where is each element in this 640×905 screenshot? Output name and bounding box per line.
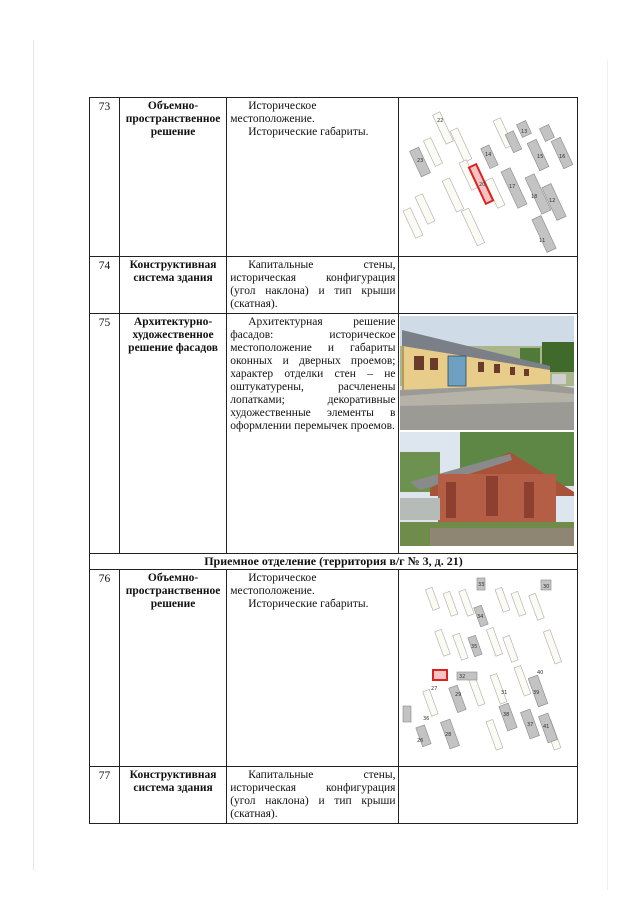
description-paragraph: Историческое местоположение. [230, 572, 317, 597]
svg-text:33: 33 [478, 582, 485, 588]
description-paragraph: Капитальные стены, историческая конфигурация (угол наклона) и тип крыши (скатная). [230, 259, 396, 310]
site-plan-map-2 [399, 570, 575, 766]
row-subject: Объемно-пространственное решение [119, 570, 226, 767]
site-plan-map-1 [399, 98, 575, 256]
description-paragraph: Архитектурная решение фасадов: историческое местоположение и габариты оконных и дверных проемов; характер отделки стен – не оштукатурены, расчленены лопатками; декоративные художественные элементы в оформлении перемычек проемов. [230, 316, 396, 432]
row-number: 77 [90, 767, 120, 824]
description-paragraph: Исторические габариты. [248, 598, 369, 610]
facade-photo-1 [400, 316, 574, 430]
svg-text:28: 28 [445, 732, 452, 738]
svg-text:23: 23 [417, 158, 424, 164]
description-paragraph: Исторические габариты. [248, 126, 369, 138]
svg-text:41: 41 [543, 724, 550, 730]
row-number: 74 [90, 257, 120, 314]
row-description [227, 570, 399, 767]
svg-text:22: 22 [437, 118, 444, 124]
empty-image-cell [399, 257, 578, 314]
table-row [90, 314, 578, 554]
section-title: Приемное отделение (территория в/г № 3, д. 21) [90, 554, 578, 570]
svg-text:38: 38 [503, 712, 510, 718]
section-header-row [90, 554, 578, 570]
svg-text:15: 15 [537, 154, 544, 160]
row-description [227, 314, 399, 554]
empty-image-cell [399, 767, 578, 824]
svg-text:36: 36 [423, 716, 430, 722]
svg-text:35: 35 [471, 644, 478, 650]
svg-text:17: 17 [509, 184, 516, 190]
table-row [90, 767, 578, 824]
scan-edge-left [33, 40, 34, 870]
monument-subject-table [89, 97, 578, 824]
scan-edge-right [607, 60, 608, 890]
svg-text:16: 16 [559, 154, 566, 160]
row-subject: Конструктивная система здания [119, 767, 226, 824]
row-subject: Конструктивная система здания [119, 257, 226, 314]
row-number: 73 [90, 98, 120, 257]
svg-text:29: 29 [455, 692, 462, 698]
svg-text:12: 12 [549, 198, 556, 204]
table-row [90, 257, 578, 314]
svg-text:34: 34 [477, 614, 484, 620]
svg-text:11: 11 [539, 238, 546, 244]
description-paragraph: Историческое местоположение. [230, 100, 317, 125]
site-plan-cell [399, 570, 578, 767]
description-paragraph: Капитальные стены, историческая конфигурация (угол наклона) и тип крыши (скатная). [230, 769, 396, 820]
svg-text:39: 39 [533, 690, 540, 696]
svg-text:26: 26 [417, 738, 424, 744]
svg-text:13: 13 [521, 129, 528, 135]
svg-text:14: 14 [485, 152, 492, 158]
svg-text:37: 37 [527, 722, 534, 728]
row-subject: Объемно-пространственное решение [119, 98, 226, 257]
facade-photos-cell [399, 314, 578, 554]
row-subject: Архитектурно-художественное решение фасадов [119, 314, 226, 554]
svg-text:20: 20 [479, 182, 486, 188]
row-description [227, 98, 399, 257]
facade-photo-2 [400, 432, 574, 546]
row-number: 75 [90, 314, 120, 554]
row-description [227, 767, 399, 824]
table-row [90, 570, 578, 767]
svg-text:27: 27 [431, 686, 438, 692]
svg-text:18: 18 [531, 194, 538, 200]
row-description [227, 257, 399, 314]
svg-text:40: 40 [537, 670, 544, 676]
row-number: 76 [90, 570, 120, 767]
svg-text:32: 32 [459, 674, 466, 680]
table-row [90, 98, 578, 257]
site-plan-cell [399, 98, 578, 257]
svg-text:31: 31 [501, 690, 508, 696]
svg-text:30: 30 [543, 584, 550, 590]
